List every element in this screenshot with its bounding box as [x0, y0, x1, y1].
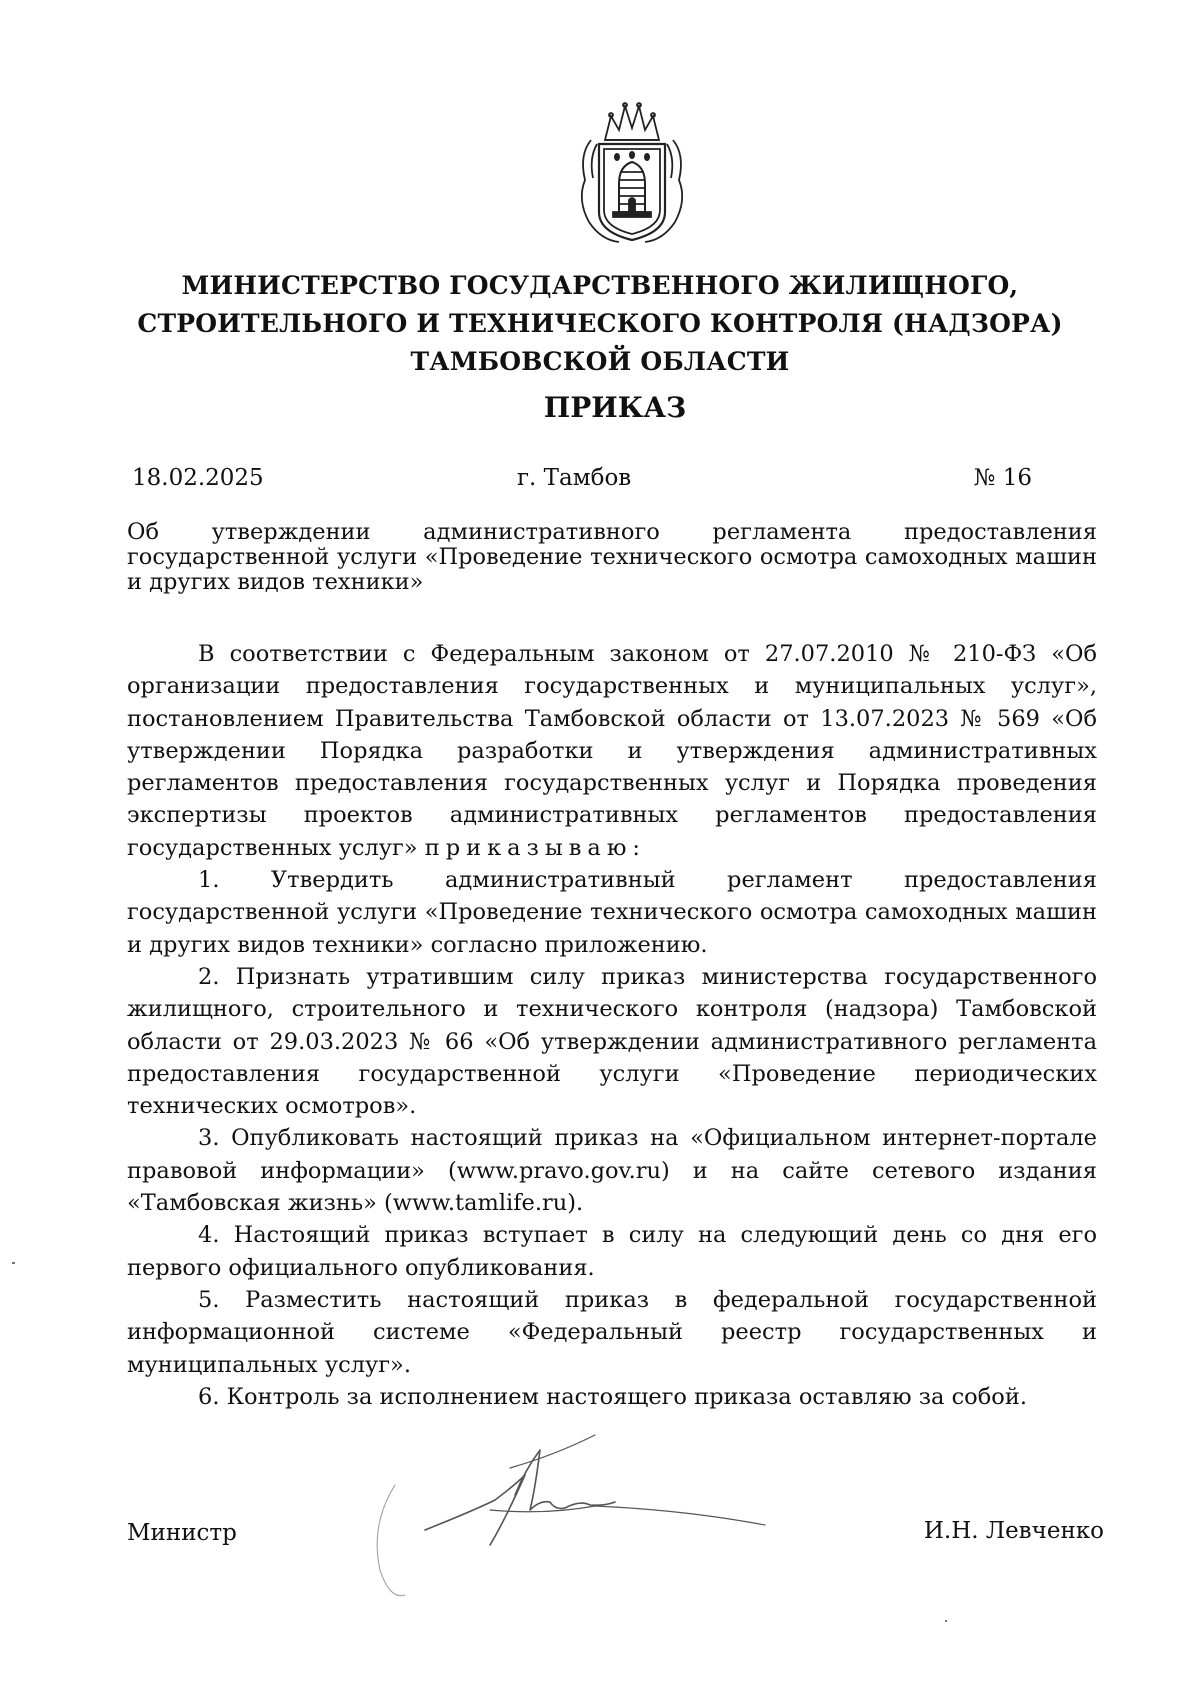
document-type: ПРИКАЗ [543, 391, 687, 424]
preamble-paragraph [127, 638, 1097, 864]
document-city: г. Тамбов [517, 465, 632, 491]
scan-speck [945, 1620, 947, 1622]
order-item-4: 4. Настоящий приказ вступает в силу на следующий день со дня его первого официального опубликования. [127, 1222, 1097, 1281]
signatory-name: И.Н. Левченко [923, 1518, 1104, 1544]
ministry-header [110, 267, 1090, 381]
document-body [127, 638, 1097, 1413]
order-item-2: 2. Признать утратившим силу приказ министерства государственного жилищного, строительного и технического контроля (надзора) Тамбовской области от 29.03.2023 № 66 «Об утверждении административного регламента предоставления государственной услуги «Проведение периодических технических осмотров». [127, 963, 1097, 1120]
order-item-1: 1. Утвердить административный регламент предоставления государственной услуги «Проведение технического осмотра самоходных машин и других видов техники» согласно приложению. [127, 867, 1097, 958]
document-number: № 16 [973, 465, 1032, 491]
document-date: 18.02.2025 [132, 465, 264, 491]
order-item-3: 3. Опубликовать настоящий приказ на «Официальном интернет-портале правовой информации» (www.pravo.gov.ru) и на сайте сетевого издания «Тамбовская жизнь» (www.tamlife.ru). [127, 1125, 1097, 1217]
signatory-role: Министр [127, 1520, 237, 1546]
coat-of-arms-icon [571, 100, 693, 250]
order-word: приказываю: [424, 834, 647, 861]
scan-speck [12, 1262, 15, 1264]
handwritten-signature [365, 1430, 845, 1630]
ministry-line-1: МИНИСТЕРСТВО ГОСУДАРСТВЕННОГО ЖИЛИЩНОГО, [181, 271, 1019, 300]
ministry-line-3: ТАМБОВСКОЙ ОБЛАСТИ [410, 347, 790, 376]
preamble-text: В соответствии с Федеральным законом от 27.07.2010 № 210-ФЗ «Об организации предоставления государственных и муниципальных услуг», постановлением Правительства Тамбовской области от 13.07.2023 № 569 «Об утверждении Порядка разработки и утверждения административных регламентов предоставления государственных услуг и Порядка проведения экспертизы проектов административных регламентов предоставления государственных услуг» [127, 641, 1097, 861]
ministry-line-2: СТРОИТЕЛЬНОГО И ТЕХНИЧЕСКОГО КОНТРОЛЯ (НАДЗОРА) [137, 309, 1063, 338]
document-subject: Об утверждении административного регламента предоставления государственной услуги «Проведение технического осмотра самоходных машин и других видов техники» [127, 519, 1097, 595]
document-meta [132, 462, 1032, 498]
order-item-6: 6. Контроль за исполнением настоящего приказа оставляю за собой. [198, 1383, 1027, 1410]
order-item-5: 5. Разместить настоящий приказ в федеральной государственной информационной системе «Федеральный реестр государственных и муниципальных услуг». [127, 1286, 1097, 1378]
